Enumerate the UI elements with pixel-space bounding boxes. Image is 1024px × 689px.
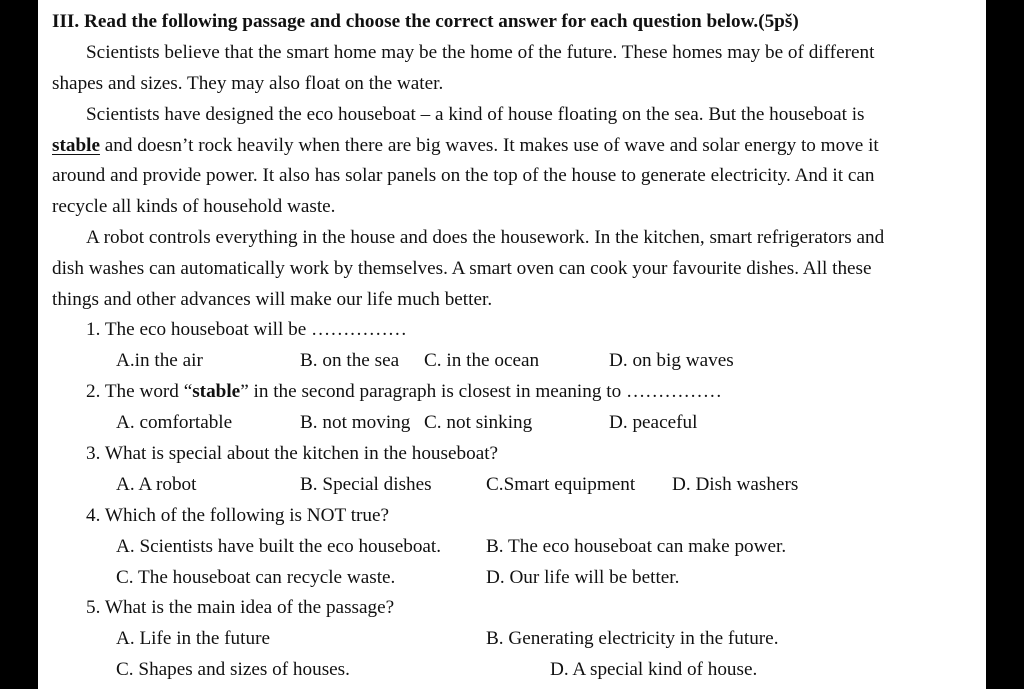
question-5-option-b: B. Generating electricity in the future.: [486, 628, 779, 649]
question-5-option-c: C. Shapes and sizes of houses.: [116, 659, 350, 680]
passage-line: things and other advances will make our life much better.: [52, 289, 493, 310]
passage-line: shapes and sizes. They may also float on the water.: [52, 73, 444, 94]
question-4-stem: 4. Which of the following is NOT true?: [86, 505, 390, 526]
question-4-option-d: D. Our life will be better.: [486, 567, 680, 588]
question-4-option-b: B. The eco houseboat can make power.: [486, 536, 787, 557]
passage-line: around and provide power. It also has solar panels on the top of the house to generate electricity. And it can: [52, 165, 875, 186]
question-1-option-b: B. on the sea: [300, 350, 400, 371]
question-2-stem-end: ” in the second paragraph is closest in meaning to ……………: [240, 381, 722, 402]
question-5-stem: 5. What is the main idea of the passage?: [86, 597, 395, 618]
question-3-stem: 3. What is special about the kitchen in the houseboat?: [86, 443, 499, 464]
question-2-stem: [86, 380, 722, 404]
passage-line: recycle all kinds of household waste.: [52, 196, 336, 217]
question-3-option-d: D. Dish washers: [672, 474, 799, 495]
passage-line: Scientists believe that the smart home may be the home of the future. These homes may be of different: [86, 42, 875, 63]
passage-line: Scientists have designed the eco houseboat – a kind of house floating on the sea. But the houseboat is: [86, 104, 865, 125]
question-2-option-a: A. comfortable: [116, 412, 233, 433]
question-2-option-d: D. peaceful: [609, 412, 698, 433]
question-1-option-d: D. on big waves: [609, 350, 734, 371]
question-5-option-a: A. Life in the future: [116, 628, 270, 649]
question-4-option-c: C. The houseboat can recycle waste.: [116, 567, 396, 588]
passage-line: [52, 134, 879, 158]
question-2-option-c: C. not sinking: [424, 412, 533, 433]
question-2-stem-start: 2. The word “: [86, 381, 193, 402]
question-3-option-c: C.Smart equipment: [486, 474, 636, 495]
question-1-option-c: C. in the ocean: [424, 350, 540, 371]
question-2-keyword: stable: [192, 381, 241, 402]
section-heading: III. Read the following passage and choose the correct answer for each question below.(5pš): [52, 11, 799, 32]
underlined-word-stable: stable: [52, 135, 100, 156]
question-4-option-a: A. Scientists have built the eco houseboat.: [116, 536, 442, 557]
question-3-option-a: A. A robot: [116, 474, 197, 495]
question-1-stem: 1. The eco houseboat will be ……………: [86, 319, 407, 340]
passage-line-rest: and doesn’t rock heavily when there are big waves. It makes use of wave and solar energy to move it: [99, 135, 879, 156]
question-1-option-a: A.in the air: [116, 350, 203, 371]
question-5-option-d: D. A special kind of house.: [550, 659, 758, 680]
question-2-option-b: B. not moving: [300, 412, 411, 433]
passage-line: dish washes can automatically work by themselves. A smart oven can cook your favourite dishes. All these: [52, 258, 872, 279]
question-3-option-b: B. Special dishes: [300, 474, 432, 495]
passage-line: A robot controls everything in the house and does the housework. In the kitchen, smart refrigerators and: [86, 227, 885, 248]
